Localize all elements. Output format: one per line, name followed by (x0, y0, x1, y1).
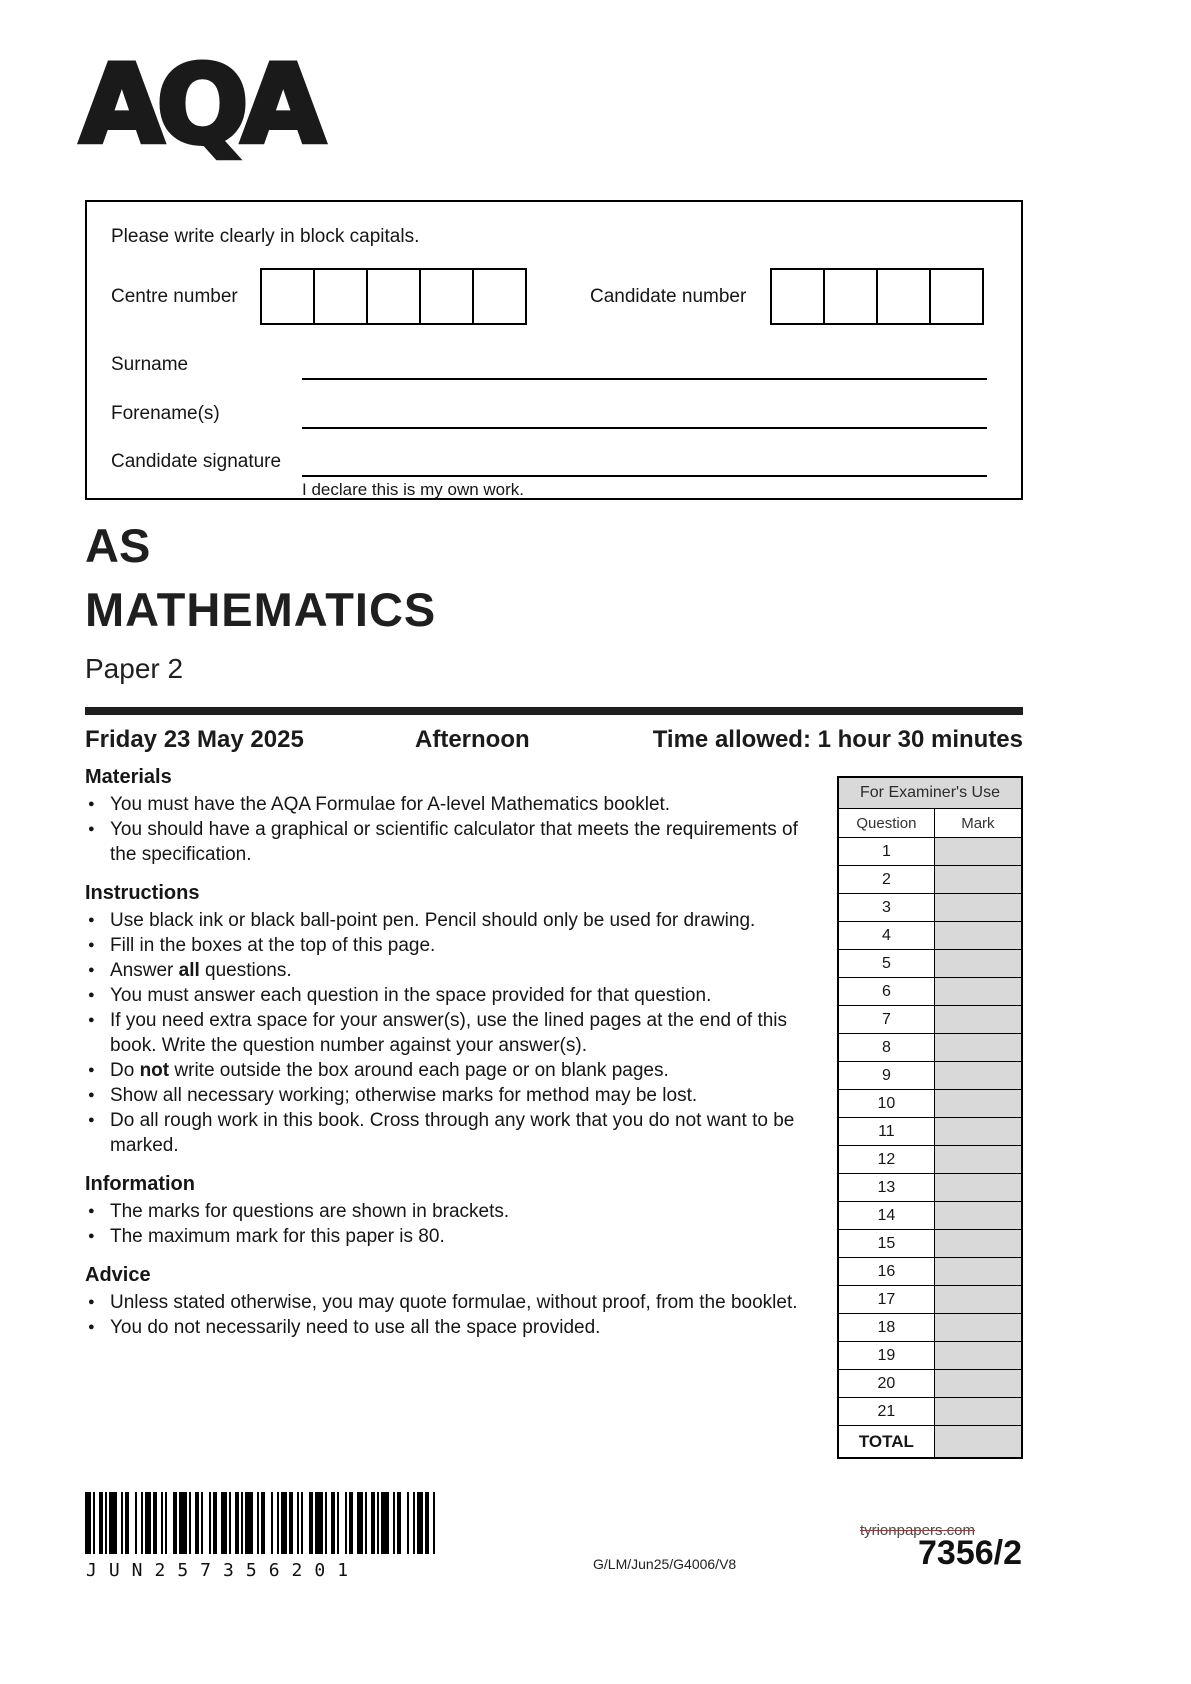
paper-code: 7356/2 (918, 1534, 1022, 1572)
examiner-table-row (838, 1342, 1022, 1370)
examiner-table-row (838, 1034, 1022, 1062)
candidate-details-box (85, 200, 1023, 500)
examiner-table-row (838, 1202, 1022, 1230)
question-number-cell: 15 (838, 1230, 934, 1258)
centre-number-cell (313, 268, 368, 325)
centre-number-cell (366, 268, 421, 325)
bullet-list (85, 1199, 827, 1249)
qualification-title: AS (85, 519, 151, 572)
bullet-item: ● Show all necessary working; otherwise marks for method may be lost. (85, 1083, 827, 1108)
mark-cell (934, 1174, 1022, 1202)
bullet-list (85, 1290, 827, 1340)
examiner-table-row (838, 838, 1022, 866)
bullet-item: ● If you need extra space for your answer(s), use the lined pages at the end of this book. Write the question number against your answer(s). (85, 1008, 827, 1058)
examiner-table-row (838, 1286, 1022, 1314)
bullet-item: ● Fill in the boxes at the top of this page. (85, 933, 827, 958)
centre-number-cell (419, 268, 474, 325)
mark-cell (934, 1398, 1022, 1426)
barcode-bar (109, 1492, 117, 1554)
paper-title: Paper 2 (85, 653, 184, 684)
question-number-cell: 8 (838, 1034, 934, 1062)
question-number-cell: 4 (838, 922, 934, 950)
barcode-text: JUN257356201 (86, 1560, 361, 1581)
mark-cell (934, 1370, 1022, 1398)
subject-title: MATHEMATICS (85, 583, 437, 636)
mark-cell (934, 866, 1022, 894)
question-number-cell: 18 (838, 1314, 934, 1342)
mark-cell (934, 922, 1022, 950)
mark-cell (934, 1034, 1022, 1062)
mark-cell (934, 1342, 1022, 1370)
question-number-cell: 20 (838, 1370, 934, 1398)
centre-number-cells (260, 268, 527, 325)
mark-cell (934, 1146, 1022, 1174)
block-capitals-instruction: Please write clearly in block capitals. (111, 226, 420, 247)
examiner-use-table-wrap (837, 776, 1023, 1459)
candidate-number-cell (929, 268, 984, 325)
question-number-cell: 7 (838, 1006, 934, 1034)
question-number-cell: 17 (838, 1286, 934, 1314)
examiner-table-row (838, 1314, 1022, 1342)
watermark-text: tyrionpapers.com (859, 1522, 975, 1539)
question-number-cell: 9 (838, 1062, 934, 1090)
section-heading: Information (85, 1173, 195, 1195)
candidate-number-label: Candidate number (590, 286, 747, 307)
examiner-use-table (837, 776, 1023, 1459)
bullet-item: ● Do not write outside the box around each page or on blank pages. (85, 1058, 827, 1083)
examiner-table-row (838, 1230, 1022, 1258)
section-heading: Instructions (85, 882, 200, 904)
mark-cell (934, 1314, 1022, 1342)
question-number-cell: 5 (838, 950, 934, 978)
bullet-item: ● Use black ink or black ball-point pen. Pencil should only be used for drawing. (85, 908, 827, 933)
surname-label: Surname (111, 354, 189, 375)
barcode-bar (315, 1492, 323, 1554)
examiner-table-column-header: Question (838, 809, 934, 838)
centre-number-cell (260, 268, 315, 325)
examiner-table-title: For Examiner's Use (838, 777, 1022, 809)
mark-cell (934, 1258, 1022, 1286)
examiner-table-row (838, 1090, 1022, 1118)
barcode-bar (179, 1492, 187, 1554)
question-number-cell: 13 (838, 1174, 934, 1202)
info-sections (85, 766, 827, 1348)
time-allowed: Time allowed: 1 hour 30 minutes (652, 726, 1023, 753)
bullet-list (85, 908, 827, 1158)
question-number-cell: 11 (838, 1118, 934, 1146)
candidate-number-cell (876, 268, 931, 325)
barcode-bar (381, 1492, 389, 1554)
mark-cell (934, 1090, 1022, 1118)
question-number-cell: 1 (838, 838, 934, 866)
candidate-number-cell (770, 268, 825, 325)
examiner-table-row (838, 1370, 1022, 1398)
bullet-item: ● Answer all questions. (85, 958, 827, 983)
centre-number-cell (472, 268, 527, 325)
exam-date: Friday 23 May 2025 (85, 726, 304, 753)
barcode-bar (433, 1492, 435, 1554)
question-number-cell: 2 (838, 866, 934, 894)
section-heading: Advice (85, 1264, 151, 1286)
examiner-table-row (838, 1118, 1022, 1146)
examiner-table-row (838, 1174, 1022, 1202)
session-line (85, 726, 1023, 756)
total-mark-cell (934, 1426, 1022, 1459)
forenames-label: Forename(s) (111, 403, 220, 424)
question-number-cell: 16 (838, 1258, 934, 1286)
examiner-table-body (838, 777, 1022, 1458)
bullet-item: ● Do all rough work in this book. Cross through any work that you do not want to be marked. (85, 1108, 827, 1158)
surname-write-line (302, 352, 987, 380)
examiner-table-row (838, 1062, 1022, 1090)
mark-cell (934, 1230, 1022, 1258)
divider-rule (85, 707, 1023, 715)
aqa-logo: AQA (80, 43, 318, 168)
mark-cell (934, 1006, 1022, 1034)
examiner-table-row (838, 1258, 1022, 1286)
centre-number-label: Centre number (111, 286, 238, 307)
bullet-item: ● The maximum mark for this paper is 80. (85, 1224, 827, 1249)
examiner-table-column-header: Mark (934, 809, 1022, 838)
forenames-write-line (302, 401, 987, 429)
section-heading: Materials (85, 766, 172, 788)
declaration-text: I declare this is my own work. (302, 480, 525, 499)
examiner-table-row (838, 894, 1022, 922)
question-number-cell: 10 (838, 1090, 934, 1118)
barcode-bar (245, 1492, 253, 1554)
bullet-item: ● The marks for questions are shown in brackets. (85, 1199, 827, 1224)
mark-cell (934, 978, 1022, 1006)
examiner-table-total-row (838, 1426, 1022, 1459)
mark-cell (934, 1202, 1022, 1230)
mark-cell (934, 838, 1022, 866)
question-number-cell: 21 (838, 1398, 934, 1426)
signature-write-line (302, 449, 987, 477)
examiner-table-row (838, 1146, 1022, 1174)
bullet-item: ● You should have a graphical or scientific calculator that meets the requirements of the specification. (85, 817, 827, 867)
total-label: TOTAL (838, 1426, 934, 1459)
mark-cell (934, 1118, 1022, 1146)
candidate-number-cells (770, 268, 984, 325)
candidate-signature-label: Candidate signature (111, 451, 282, 472)
barcode (85, 1492, 441, 1554)
examiner-table-row (838, 1398, 1022, 1426)
question-number-cell: 14 (838, 1202, 934, 1230)
bullet-item: ● You must have the AQA Formulae for A-level Mathematics booklet. (85, 792, 827, 817)
bullet-item: ● You must answer each question in the space provided for that question. (85, 983, 827, 1008)
mark-cell (934, 894, 1022, 922)
question-number-cell: 12 (838, 1146, 934, 1174)
exam-time-of-day: Afternoon (415, 726, 530, 753)
examiner-table-row (838, 922, 1022, 950)
bullet-item: ● You do not necessarily need to use all the space provided. (85, 1315, 827, 1340)
examiner-table-row (838, 950, 1022, 978)
question-number-cell: 6 (838, 978, 934, 1006)
document-reference: G/LM/Jun25/G4006/V8 (593, 1556, 737, 1572)
candidate-number-cell (823, 268, 878, 325)
mark-cell (934, 1286, 1022, 1314)
bullet-list (85, 792, 827, 867)
bullet-item: ● Unless stated otherwise, you may quote formulae, without proof, from the booklet. (85, 1290, 827, 1315)
mark-cell (934, 1062, 1022, 1090)
examiner-table-row (838, 866, 1022, 894)
examiner-table-row (838, 978, 1022, 1006)
question-number-cell: 3 (838, 894, 934, 922)
examiner-table-row (838, 1006, 1022, 1034)
question-number-cell: 19 (838, 1342, 934, 1370)
mark-cell (934, 950, 1022, 978)
